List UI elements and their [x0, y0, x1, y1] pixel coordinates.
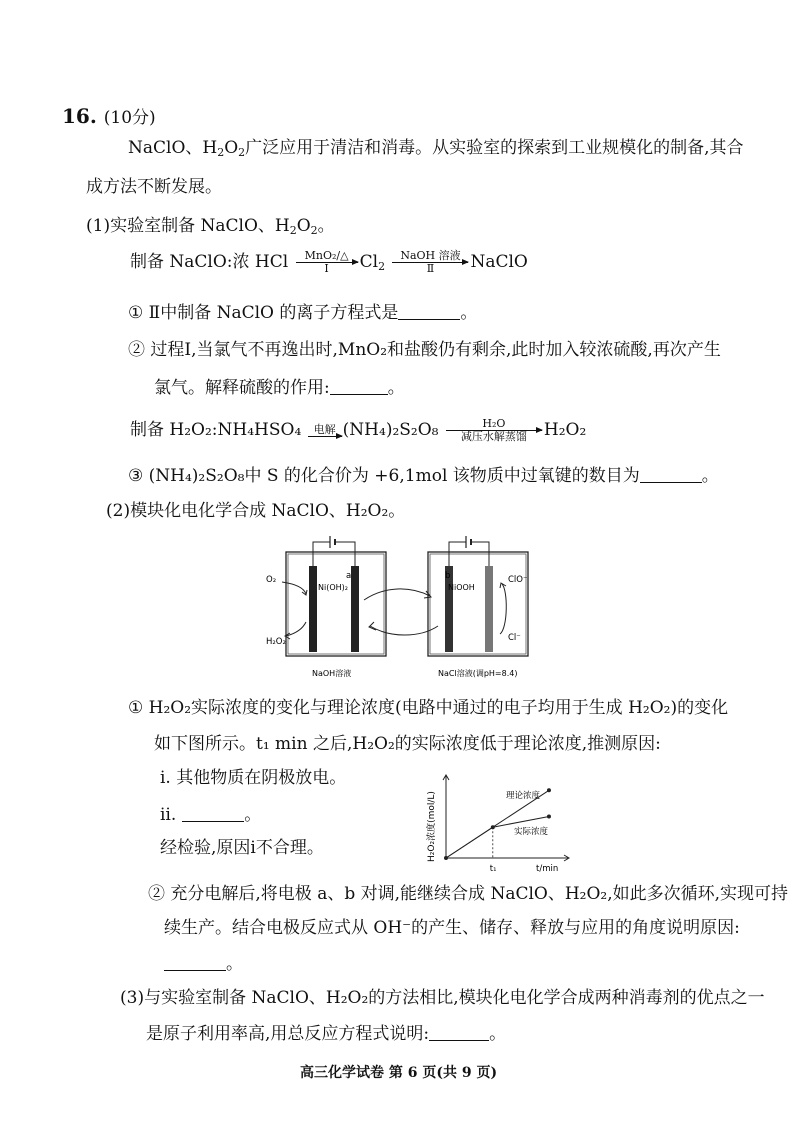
- data-point-theoretical-end: [547, 788, 551, 792]
- arrow-1-step: I: [324, 262, 329, 275]
- electrode-a-material: Ni(OH)₂: [318, 583, 348, 592]
- part1-q1-text: ① Ⅱ中制备 NaClO 的离子方程式是: [128, 303, 399, 323]
- intro-text-a: NaClO、H: [128, 138, 218, 158]
- part1-q1: [128, 301, 477, 325]
- series-line-actual: [446, 817, 549, 859]
- electrode-b-label: b: [445, 571, 451, 581]
- part1-q2-line2: [154, 376, 405, 400]
- reason-i: ⅰ. 其他物质在阴极放电。: [160, 768, 347, 788]
- part2-q2-line2: 续生产。结合电极反应式从 OH⁻的产生、储存、释放与应用的角度说明原因:: [164, 918, 740, 938]
- part3-end: 。: [489, 1024, 507, 1044]
- reason-ii-label: ⅱ.: [160, 805, 177, 825]
- reaction-arrow-3: [308, 424, 342, 437]
- part1-q3-text: ③ (NH₄)₂S₂O₈中 S 的化合价为 +6,1mol 该物质中过氧键的数目为: [128, 466, 640, 486]
- arrow-1-condition: MnO₂/△: [304, 249, 349, 262]
- h2o2-route: [130, 418, 586, 443]
- part1-title: (1)实验室制备 NaClO、$H_2O_2$。: [86, 216, 335, 237]
- part2-q2-end: 。: [226, 954, 243, 974]
- concentration-chart: [418, 770, 578, 874]
- part1-title-c: 。: [317, 216, 335, 236]
- part1-q3-end: 。: [701, 466, 719, 486]
- electrode-a: [351, 566, 359, 652]
- reason-ii: [160, 803, 261, 827]
- h2o2-product: H₂O₂: [543, 420, 587, 440]
- intro-text-b: O: [224, 138, 239, 158]
- data-point-origin: [444, 856, 448, 860]
- arrow-3-condition: 电解: [313, 423, 336, 436]
- naclo-route-label: 制备 NaClO:浓 HCl: [130, 252, 289, 272]
- part1-q2-text: 氯气。解释硫酸的作用:: [154, 378, 330, 398]
- check-text: 经检验,原因ⅰ不合理。: [160, 838, 324, 858]
- answer-blank[interactable]: [429, 1024, 489, 1041]
- left-solution-label: NaOH溶液: [312, 669, 352, 678]
- reaction-arrow-4: [446, 418, 542, 443]
- part1-q2-end: 。: [387, 378, 405, 398]
- electrode-b-material: NiOOH: [448, 583, 475, 592]
- answer-blank[interactable]: [164, 954, 226, 971]
- part1-q2-line1: ② 过程Ⅰ,当氯气不再逸出时,MnO₂和盐酸仍有剩余,此时加入较浓硫酸,再次产生: [128, 340, 721, 360]
- part3-text: 是原子利用率高,用总反应方程式说明:: [146, 1024, 430, 1044]
- part2-q1-line1: ① H₂O₂实际浓度的变化与理论浓度(电路中通过的电子均用于生成 H₂O₂)的变化: [128, 698, 729, 718]
- answer-blank[interactable]: [182, 805, 244, 822]
- right-electrode: [485, 566, 493, 652]
- h2o2-label: H₂O₂: [266, 637, 286, 647]
- left-cell: [286, 552, 386, 656]
- question-number-text: 16.: [62, 104, 97, 128]
- part3-line2: [146, 1022, 506, 1046]
- x-axis-label: t/min: [536, 864, 559, 874]
- intro-line-1: NaClO、$H_2O_2$广泛应用于清洁和消毒。从实验室的探索到工业规模化的制备,其合: [128, 138, 744, 159]
- part2-q1-line2: 如下图所示。t₁ min 之后,H₂O₂的实际浓度低于理论浓度,推测原因:: [154, 734, 661, 754]
- part1-q3: [128, 464, 719, 488]
- clo-label: ClO⁻: [508, 575, 528, 585]
- answer-blank[interactable]: [330, 378, 388, 395]
- left-electrode: [309, 566, 317, 652]
- cl-label: Cl⁻: [508, 633, 521, 643]
- reason-ii-end: 。: [244, 805, 262, 825]
- arrow-4-condition: H₂O: [482, 417, 506, 430]
- reaction-arrow-1: [296, 250, 358, 275]
- arrow-2-step: Ⅱ: [426, 262, 435, 275]
- arrow-4-step: 减压水解蒸馏: [460, 430, 527, 443]
- swap-arrow-top: [364, 589, 430, 600]
- naclo-route: 制备 NaClO:浓 HCl MnO₂/△ I $Cl_2$ NaOH 溶液 Ⅱ NaClO: [130, 249, 528, 275]
- page-footer: 高三化学试卷 第 6 页(共 9 页): [300, 1065, 498, 1081]
- answer-blank[interactable]: [398, 303, 460, 320]
- y-axis-label: H₂O₂浓度(mol/L): [427, 791, 437, 862]
- data-point-t1: [491, 825, 495, 829]
- question-number: [62, 103, 156, 128]
- question-score: (10分): [103, 108, 156, 128]
- legend-theoretical: 理论浓度: [506, 791, 541, 801]
- part1-title-b: O: [296, 216, 311, 236]
- naclo-product: NaClO: [470, 252, 528, 272]
- part2-q2-answer: [164, 952, 243, 976]
- o2-label: O₂: [266, 575, 277, 585]
- cl2-label: Cl: [359, 252, 379, 272]
- part2-title: (2)模块化电化学合成 NaClO、H₂O₂。: [106, 501, 406, 521]
- part2-q2-line1: ② 充分电解后,将电极 a、b 对调,能继续合成 NaClO、H₂O₂,如此多次循环,实现可持: [148, 884, 789, 904]
- answer-blank[interactable]: [640, 466, 702, 483]
- persulfate-label: (NH₄)₂S₂O₈: [342, 420, 439, 440]
- legend-actual: 实际浓度: [514, 827, 549, 837]
- reaction-arrow-2: [392, 250, 468, 275]
- part3-line1: (3)与实验室制备 NaClO、H₂O₂的方法相比,模块化电化学合成两种消毒剂的优点之一: [120, 988, 765, 1008]
- part1-q1-end: 。: [460, 303, 478, 323]
- electrolysis-diagram: [260, 530, 560, 688]
- part1-title-a: (1)实验室制备 NaClO、H: [86, 216, 290, 236]
- arrow-2-condition: NaOH 溶液: [400, 249, 461, 262]
- intro-text-c: 广泛应用于清洁和消毒。从实验室的探索到工业规模化的制备,其合: [245, 138, 744, 158]
- x-tick-t1: t₁: [489, 864, 497, 874]
- electrode-a-label: a: [346, 571, 352, 581]
- data-point-actual-end: [547, 814, 551, 818]
- h2o2-route-label: 制备 H₂O₂:NH₄HSO₄: [130, 420, 302, 440]
- intro-line-2: 成方法不断发展。: [86, 177, 222, 197]
- right-solution-label: NaCl溶液(调pH=8.4): [438, 669, 518, 678]
